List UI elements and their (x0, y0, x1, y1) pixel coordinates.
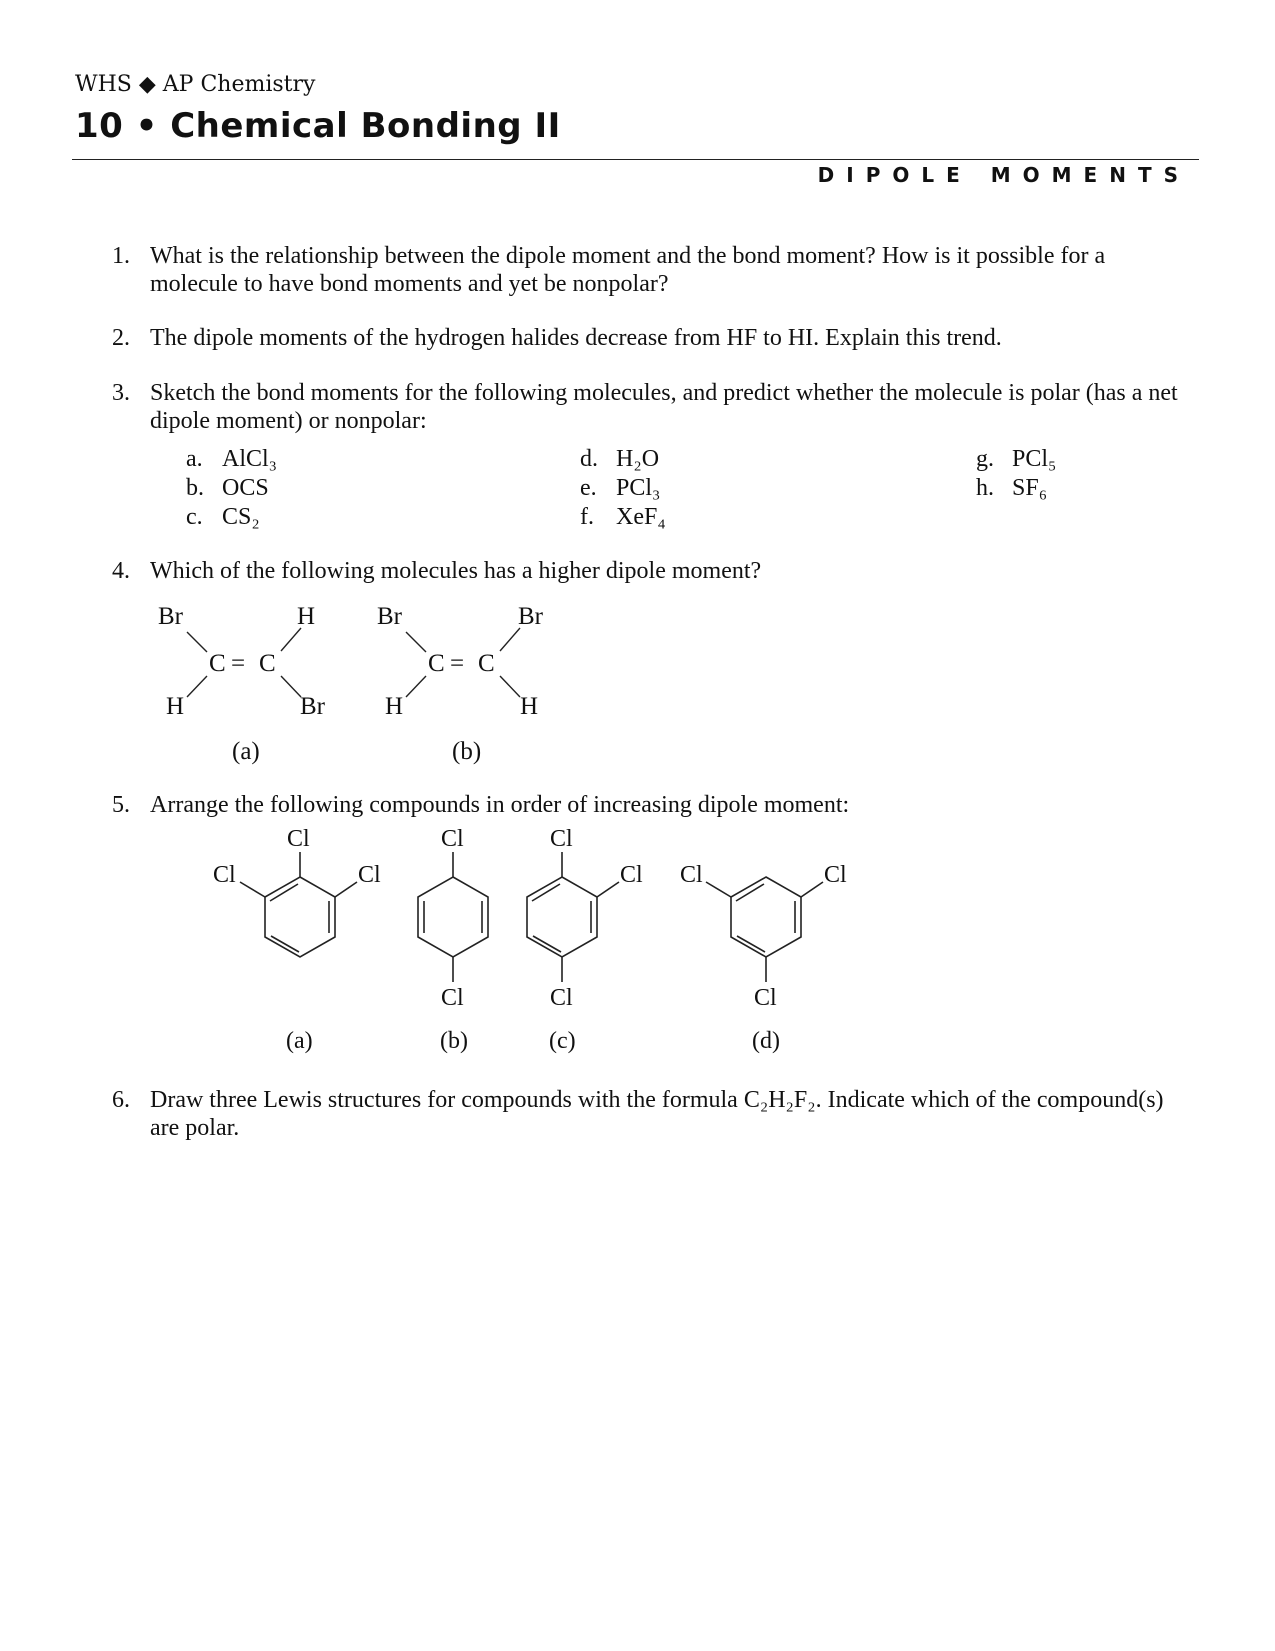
figure-label: (c) (549, 1028, 576, 1054)
item-letter: d. (580, 446, 598, 472)
atom-h: H (297, 603, 316, 630)
question-number: 2. (112, 325, 130, 351)
figure-label: (d) (752, 1028, 780, 1054)
atom-cl: Cl (754, 985, 777, 1011)
figure-label: (a) (286, 1028, 313, 1054)
question-text: What is the relationship between the dipole moment and the bond moment? How is it possible for a molecule to have bond moments and yet be nonpolar? (150, 243, 1106, 297)
question-text: Arrange the following compounds in order of increasing dipole moment: (150, 792, 850, 818)
question-text: Sketch the bond moments for the following molecules, and predict whether the molecule is polar (has a net dipole moment) or nonpolar: (150, 380, 1178, 434)
item-formula: AlCl₃ (222, 446, 278, 472)
atom-cl: Cl (358, 862, 381, 888)
double-bond: = (231, 650, 246, 677)
ring-inner-bond (533, 936, 561, 952)
cl-bond (801, 882, 823, 897)
figure-label: (b) (440, 1028, 468, 1054)
atom-c: C (209, 650, 226, 677)
double-bond: = (450, 650, 465, 677)
atom-cl: Cl (824, 862, 847, 888)
cl-bond (597, 882, 619, 897)
question-text: Which of the following molecules has a higher dipole moment? (150, 558, 762, 584)
course-heading: WHS ◆ AP Chemistry (75, 72, 316, 97)
atom-cl: Cl (550, 826, 573, 852)
item-formula: H₂O (616, 446, 660, 472)
question-text: Draw three Lewis structures for compounds with the formula C₂H₂F₂. Indicate which of the compound(s) are polar. (150, 1087, 1164, 1141)
atom-cl: Cl (441, 826, 464, 852)
cl-bond (335, 882, 357, 897)
item-formula: PCl₃ (616, 475, 661, 501)
ring-inner-bond (271, 936, 299, 952)
item-letter: g. (976, 446, 994, 472)
atom-h: H (166, 693, 185, 720)
benzene-ring (731, 877, 801, 957)
item-formula: SF₆ (1012, 475, 1048, 501)
question-number: 3. (112, 380, 130, 406)
atom-c: C (478, 650, 495, 677)
atom-cl: Cl (441, 985, 464, 1011)
item-letter: h. (976, 475, 994, 501)
item-letter: b. (186, 475, 204, 501)
item-letter: f. (580, 504, 594, 530)
cl-bond (240, 882, 265, 897)
atom-c: C (428, 650, 445, 677)
question-number: 1. (112, 243, 130, 269)
cl-bond (706, 882, 731, 897)
figure-label: (a) (232, 738, 260, 765)
atom-cl: Cl (550, 985, 573, 1011)
section-title: DIPOLE MOMENTS (817, 163, 1190, 187)
atom-c: C (259, 650, 276, 677)
question-number: 6. (112, 1087, 130, 1113)
atom-cl: Cl (620, 862, 643, 888)
item-formula: OCS (222, 475, 269, 501)
atom-br: Br (158, 603, 183, 630)
atom-h: H (520, 693, 539, 720)
question-number: 4. (112, 558, 130, 584)
item-letter: c. (186, 504, 203, 530)
atom-cl: Cl (680, 862, 703, 888)
item-formula: XeF₄ (616, 504, 666, 530)
atom-br: Br (518, 603, 543, 630)
question-number: 5. (112, 792, 130, 818)
atom-cl: Cl (287, 826, 310, 852)
atom-cl: Cl (213, 862, 236, 888)
question-text: The dipole moments of the hydrogen halides decrease from HF to HI. Explain this trend. (150, 325, 1002, 351)
atom-h: H (385, 693, 404, 720)
item-letter: a. (186, 446, 203, 472)
item-formula: CS₂ (222, 504, 260, 530)
figure-label: (b) (452, 738, 482, 765)
item-letter: e. (580, 475, 597, 501)
item-formula: PCl₅ (1012, 446, 1057, 472)
benzene-ring (418, 877, 488, 957)
benzene-ring (265, 877, 335, 957)
ring-inner-bond (737, 936, 765, 952)
atom-br: Br (300, 693, 325, 720)
benzene-ring (527, 877, 597, 957)
page-title: 10 • Chemical Bonding II (75, 106, 561, 146)
atom-br: Br (377, 603, 402, 630)
